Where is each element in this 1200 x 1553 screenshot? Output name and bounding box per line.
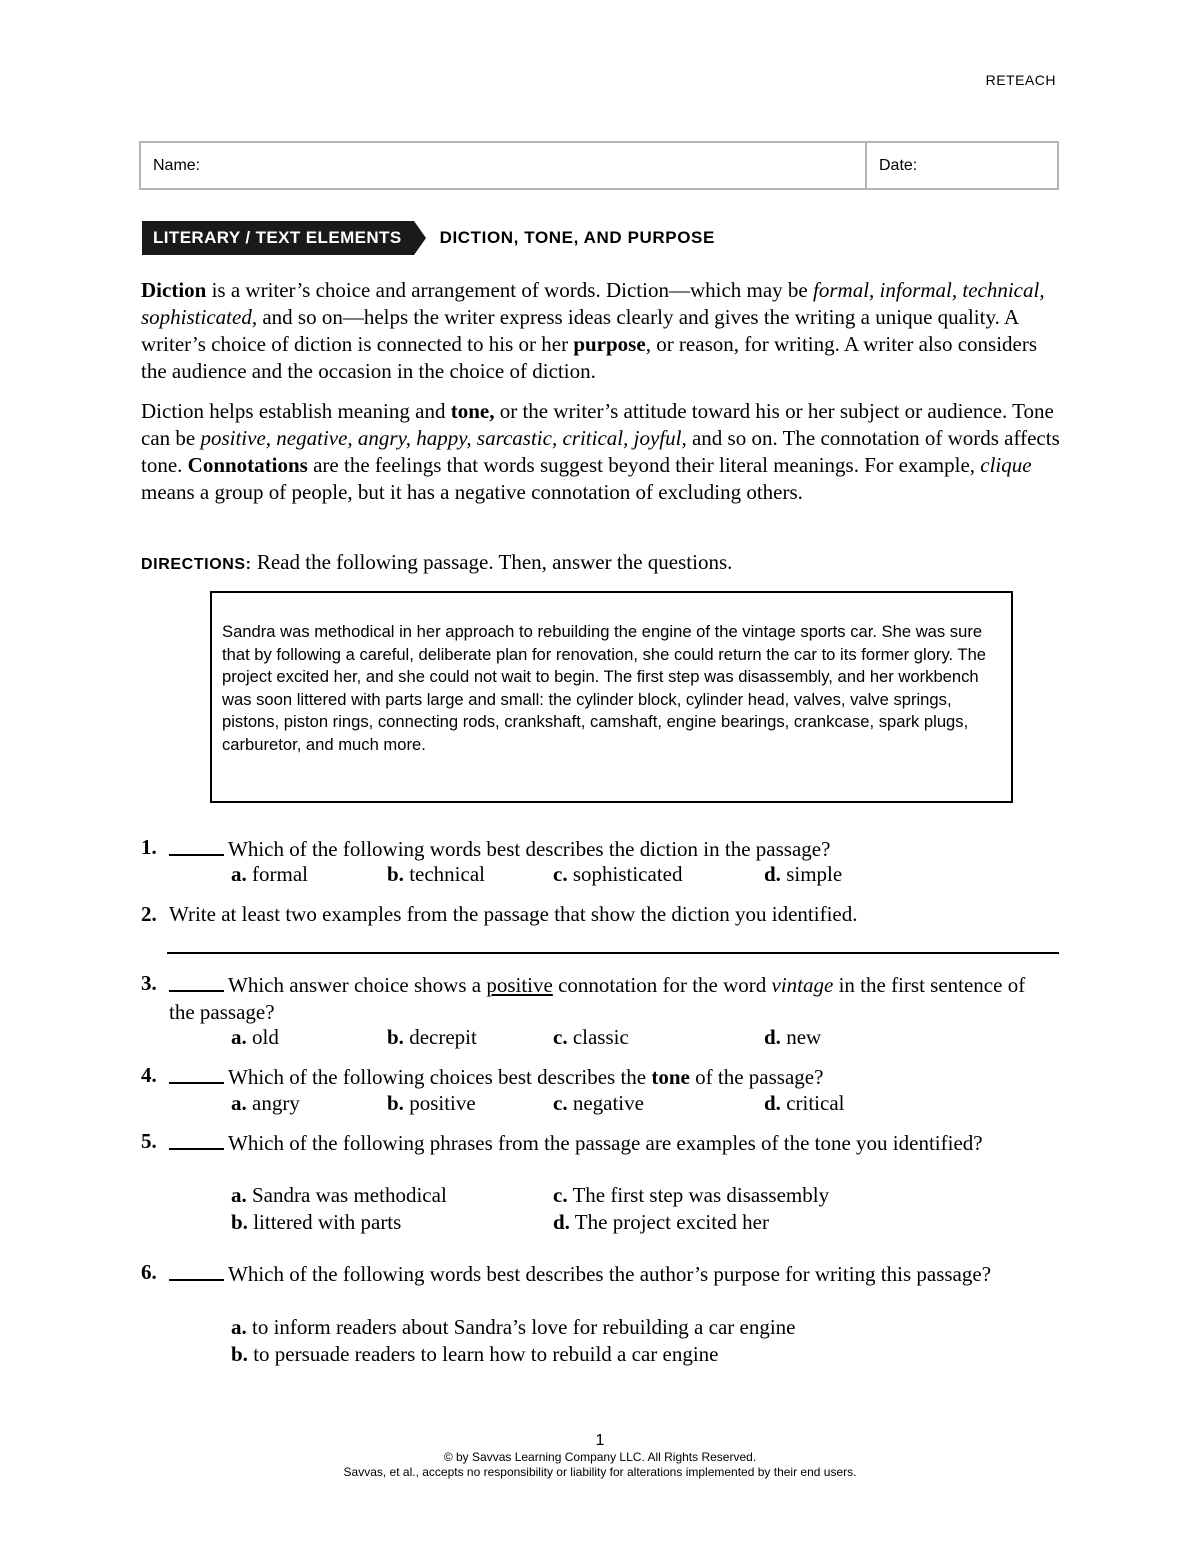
question-number: 4. <box>141 1063 157 1087</box>
option-d[interactable]: d. critical <box>764 1091 845 1115</box>
directions-text: Read the following passage. Then, answer the questions. <box>251 550 733 574</box>
passage-box <box>210 591 1013 803</box>
question-text: Which of the following phrases from the passage are examples of the tone you identified? <box>228 1131 983 1155</box>
option-d[interactable]: d. new <box>764 1025 822 1049</box>
page-footer <box>0 1432 1200 1480</box>
section-banner <box>142 221 715 255</box>
option-a[interactable]: a. angry <box>231 1091 300 1115</box>
option-c[interactable]: c. negative <box>553 1091 644 1115</box>
example-word: clique <box>980 453 1032 477</box>
bold-word: tone <box>651 1065 690 1089</box>
italic-word: vintage <box>771 973 834 997</box>
question-number: 5. <box>141 1129 157 1153</box>
option-b[interactable]: b. littered with parts <box>231 1210 402 1234</box>
question-number: 3. <box>141 971 157 995</box>
term-connotations: Connotations <box>187 453 308 477</box>
text: , or reason, for writing. A writer also considers the audience and the occasion in the choice of diction. <box>141 332 1038 383</box>
intro-paragraph-diction <box>141 277 1063 385</box>
text: are the feelings that words suggest beyond their literal meanings. For example, <box>307 453 981 477</box>
option-b[interactable]: b. decrepit <box>387 1025 477 1049</box>
reteach-label: RETEACH <box>985 72 1056 88</box>
question-text: of the passage? <box>689 1065 824 1089</box>
text: and so on. The connotation of words affects tone. <box>141 426 1060 477</box>
term-tone: tone, <box>450 399 495 423</box>
diction-examples: formal, informal, technical, sophisticated, <box>141 278 1045 329</box>
passage-text: Sandra was methodical in her approach to rebuilding the engine of the vintage sports car. She was sure that by following a careful, deliberate plan for renovation, she could return the car to its former glory. The project excited her, and she could not wait to begin. The first step was disassembly, and her workbench was soon littered with parts large and small: the cylinder block, cylinder head, valves, valve springs, pistons, piston rings, connecting rods, crankshaft, camshaft, engine bearings, crankcase, spark plugs, carburetor, and much more. <box>222 622 987 754</box>
question-text: in the first sentence of the passage? <box>169 973 1026 1024</box>
question-text: Write at least two examples from the passage that show the diction you identified. <box>169 902 858 926</box>
directions <box>141 549 1063 578</box>
name-date-form <box>139 141 1059 190</box>
answer-blank[interactable] <box>169 970 224 992</box>
term-diction: Diction <box>141 278 207 302</box>
question-text: Which of the following choices best describes the <box>228 1065 652 1089</box>
answer-blank[interactable] <box>169 1259 224 1281</box>
option-a[interactable]: a. formal <box>231 862 308 886</box>
option-b[interactable]: b. technical <box>387 862 485 886</box>
copyright: © by Savvas Learning Company LLC. All Rights Reserved. <box>443 1450 757 1464</box>
page-number: 1 <box>595 1432 605 1449</box>
option-b[interactable]: b. to persuade readers to learn how to rebuild a car engine <box>231 1342 719 1366</box>
answer-blank[interactable] <box>169 1128 224 1150</box>
question-text: connotation for the word <box>552 973 772 997</box>
directions-label: DIRECTIONS: <box>141 556 252 573</box>
option-a[interactable]: a. old <box>231 1025 279 1049</box>
text: or the writer’s attitude toward his or her subject or audience. Tone can be <box>141 399 1054 450</box>
section-title: DICTION, TONE, AND PURPOSE <box>439 228 715 247</box>
tone-examples: positive, negative, angry, happy, sarcastic, critical, joyful, <box>200 426 687 450</box>
question-text: Which of the following words best describes the author’s purpose for writing this passage? <box>228 1262 992 1286</box>
question-number: 2. <box>141 902 157 926</box>
answer-blank[interactable] <box>169 834 224 856</box>
text: Diction helps establish meaning and <box>141 399 451 423</box>
text: and so on—helps the writer express ideas clearly and gives the writing a unique quality. A writer’s choice of diction is connected to his or her <box>141 305 1018 356</box>
option-a[interactable]: a. to inform readers about Sandra’s love for rebuilding a car engine <box>231 1315 796 1339</box>
option-c[interactable]: c. The first step was disassembly <box>553 1183 830 1207</box>
term-purpose: purpose <box>573 332 646 356</box>
arrow-icon <box>414 221 426 255</box>
intro-paragraph-tone <box>141 398 1063 506</box>
question-text: Which answer choice shows a <box>228 973 487 997</box>
question-number: 1. <box>141 835 157 859</box>
question-number: 6. <box>141 1260 157 1284</box>
option-a[interactable]: a. Sandra was methodical <box>231 1183 447 1207</box>
text: means a group of people, but it has a negative connotation of excluding others. <box>141 480 803 504</box>
date-label: Date: <box>879 157 918 174</box>
disclaimer: Savvas, et al., accepts no responsibility or liability for alterations implemented by their end users. <box>343 1465 857 1479</box>
category-tag: LITERARY / TEXT ELEMENTS <box>142 221 414 255</box>
question-text: Which of the following words best describes the diction in the passage? <box>228 837 831 861</box>
text: is a writer’s choice and arrangement of words. Diction—which may be <box>206 278 814 302</box>
option-d[interactable]: d. simple <box>764 862 843 886</box>
underlined-word: positive <box>486 973 553 997</box>
date-field[interactable] <box>867 143 1057 188</box>
option-c[interactable]: c. sophisticated <box>553 862 683 886</box>
name-field[interactable] <box>141 143 867 188</box>
answer-line[interactable] <box>167 952 1059 954</box>
option-d[interactable]: d. The project excited her <box>553 1210 769 1234</box>
option-b[interactable]: b. positive <box>387 1091 476 1115</box>
name-label: Name: <box>153 157 201 174</box>
answer-blank[interactable] <box>169 1062 224 1084</box>
option-c[interactable]: c. classic <box>553 1025 629 1049</box>
